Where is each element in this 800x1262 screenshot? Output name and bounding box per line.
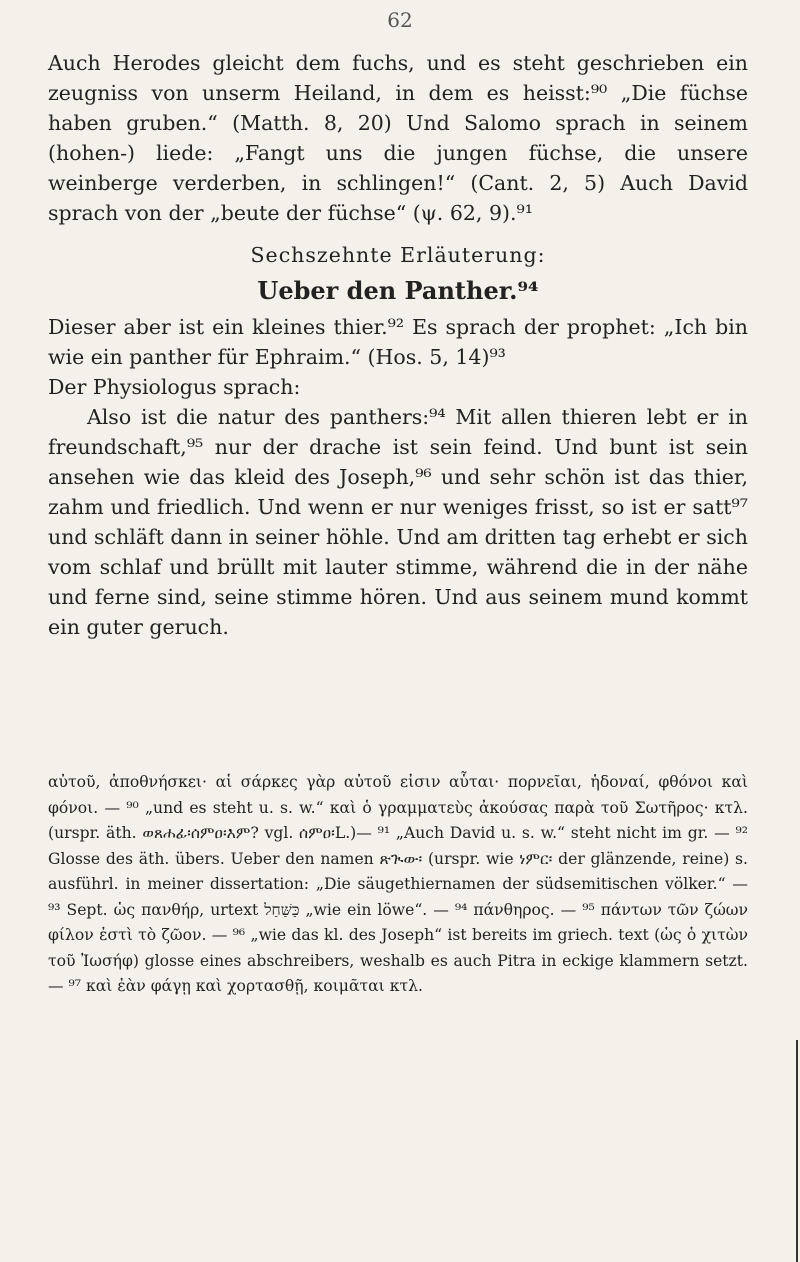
paragraph-physiologus: Der Physiologus sprach:	[48, 375, 301, 399]
paragraph-intro: Dieser aber ist ein kleines thier.⁹² Es sprach der prophet: „Ich bin wie ein panther für Ephraim.“ (Hos. 5, 14)⁹³	[48, 315, 748, 369]
footnotes: αὐτοῦ, ἀποθνήσκει· αἱ σάρκες γὰρ αὐτοῦ εἰσιν αὗται· πορνεῖαι, ἡδοναί, φθόνοι καὶ φόνοι. — ⁹⁰ „und es steht u. s. w.“ καὶ ὁ γραμματεὺς ἀκούσας παρὰ τοῦ Σωτῆρος· κτλ. (urspr. äth. ወጸሐፊ፡ሰምዐ፡እም? vgl. ሰምዐ፡L.)— ⁹¹ „Auch David u. s. w.“ steht nicht im gr. — ⁹² Glosse des äth. übers. Ueber den namen ጽጒው፡ (urspr. wie ነምር፡ der glänzende, reine) s. ausführl. in meiner dissertation: „Die säugethiernamen der südsemitischen völker.“ — ⁹³ Sept. ὡς πανθήρ, urtext כַּשַּׁחַל „wie ein löwe“. — ⁹⁴ πάνθηρος. — ⁹⁵ πάντων τῶν ζώων φίλον ἐστὶ τὸ ζῶον. — ⁹⁶ „wie das kl. des Joseph“ ist bereits im griech. text (ὡς ὁ χιτὼν τοῦ Ἰωσήφ) glosse eines abschreibers, weshalb es auch Pitra in eckige klammern setzt. — ⁹⁷ καὶ ἐὰν φάγῃ καὶ χορτασθῇ, κοιμᾶται κτλ.	[48, 773, 748, 995]
section-title: Ueber den Panther.⁹⁴	[257, 276, 539, 305]
paragraph-herodes: Auch Herodes gleicht dem fuchs, und es steht geschrieben ein zeugniss von unserm Heiland, in dem es heisst:⁹⁰ „Die füchse haben gruben.“ (Matth. 8, 20) Und Salomo sprach in seinem (hohen-) liede: „Fangt uns die jungen füchse, die unsere weinberge verderben, in schlingen!“ (Cant. 2, 5) Auch David sprach von der „beute der füchse“ (ψ. 62, 9).⁹¹	[48, 51, 748, 225]
page-edge-line	[796, 1040, 798, 1262]
paragraph-panther-nature: Also ist die natur des panthers:⁹⁴ Mit allen thieren lebt er in freundschaft,⁹⁵ nur der drache ist sein feind. Und bunt ist sein ansehen wie das kleid des Joseph,⁹⁶ und sehr schön ist das thier, zahm und friedlich. Und wenn er nur weniges frisst, so ist er satt⁹⁷ und schläft dann in seiner höhle. Und am dritten tag erhebt er sich vom schlaf und brüllt mit lauter stimme, während die in der nähe und ferne sind, seine stimme hören. Und aus seinem mund kommt ein guter geruch.	[48, 405, 748, 639]
main-text	[48, 48, 748, 642]
page-number: 62	[387, 8, 413, 32]
section-heading: Sechszehnte Erläuterung:	[250, 243, 546, 267]
